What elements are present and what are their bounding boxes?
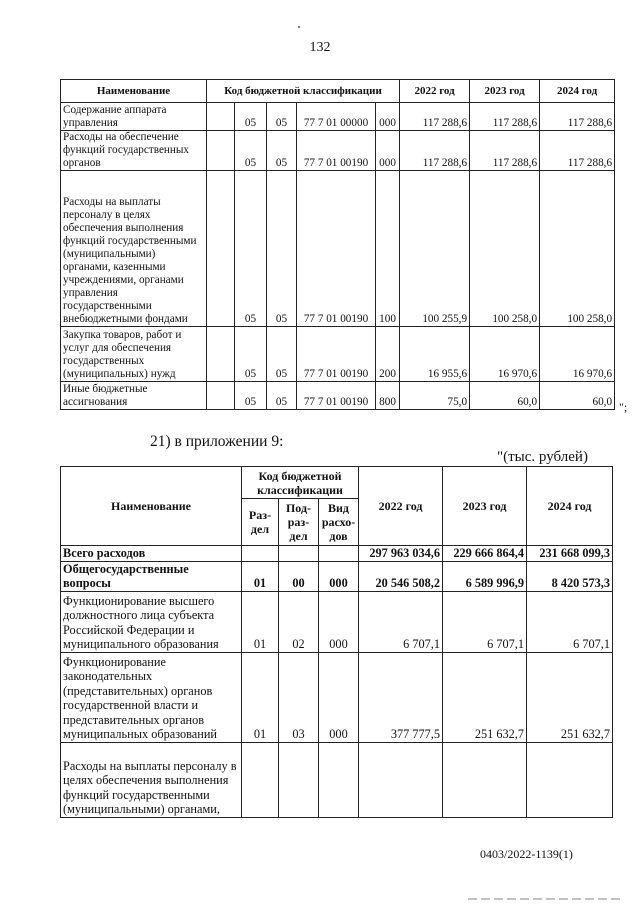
row-name: Функционирование законодательных (представительных) органов государственной власти и представительных органов муниципальных образований bbox=[61, 652, 242, 742]
row-name: Содержание аппарата управления bbox=[61, 103, 207, 131]
cell-razdel: 01 bbox=[242, 561, 279, 591]
cell-podrazdel: 05 bbox=[267, 171, 297, 327]
cell-razdel bbox=[242, 742, 279, 817]
header-vid: Вид расхо-дов bbox=[319, 499, 359, 546]
cell-2023: 100 258,0 bbox=[470, 171, 540, 327]
footer-scan-marks bbox=[468, 898, 620, 900]
cell-podrazdel bbox=[279, 742, 319, 817]
cell-vid bbox=[319, 546, 359, 562]
cell-2024: 251 632,7 bbox=[527, 652, 613, 742]
cell-blank bbox=[207, 103, 235, 131]
cell-2022: 20 546 508,2 bbox=[359, 561, 443, 591]
cell-2023: 6 707,1 bbox=[443, 591, 527, 652]
cell-2022: 297 963 034,6 bbox=[359, 546, 443, 562]
cell-2023 bbox=[443, 742, 527, 817]
cell-podrazdel: 00 bbox=[279, 561, 319, 591]
cell-target: 77 7 01 00190 bbox=[297, 171, 376, 327]
cell-2023: 16 970,6 bbox=[470, 327, 540, 382]
cell-2023: 117 288,6 bbox=[470, 103, 540, 131]
cell-razdel: 05 bbox=[235, 327, 267, 382]
header-year-2022: 2022 год bbox=[359, 467, 443, 546]
cell-2024: 16 970,6 bbox=[540, 327, 615, 382]
cell-podrazdel: 02 bbox=[279, 591, 319, 652]
cell-vid: 000 bbox=[319, 652, 359, 742]
cell-blank bbox=[207, 131, 235, 171]
table-row bbox=[61, 561, 613, 591]
cell-razdel: 05 bbox=[235, 103, 267, 131]
header-year-2022: 2022 год bbox=[400, 80, 470, 103]
cell-target: 77 7 01 00190 bbox=[297, 131, 376, 171]
cell-2022 bbox=[359, 742, 443, 817]
cell-target: 77 7 01 00190 bbox=[297, 327, 376, 382]
closing-quote: "; bbox=[619, 400, 628, 414]
table-row bbox=[61, 171, 615, 327]
table-row bbox=[61, 327, 615, 382]
cell-podrazdel: 05 bbox=[267, 131, 297, 171]
cell-2024: 117 288,6 bbox=[540, 103, 615, 131]
cell-2024: 231 668 099,3 bbox=[527, 546, 613, 562]
cell-2023: 229 666 864,4 bbox=[443, 546, 527, 562]
cell-2022: 100 255,9 bbox=[400, 171, 470, 327]
cell-target: 77 7 01 00190 bbox=[297, 382, 376, 410]
cell-vid: 100 bbox=[376, 171, 400, 327]
cell-blank bbox=[207, 382, 235, 410]
cell-vid: 000 bbox=[319, 561, 359, 591]
cell-2023: 6 589 996,9 bbox=[443, 561, 527, 591]
table-row bbox=[61, 103, 615, 131]
row-name: Расходы на выплаты персоналу в целях обеспечения выполнения функций государственными (муниципальными) органами, bbox=[61, 742, 242, 817]
section-heading: 21) в приложении 9: bbox=[150, 433, 284, 450]
unit-label: "(тыс. рублей) bbox=[497, 449, 588, 465]
cell-2023: 251 632,7 bbox=[443, 652, 527, 742]
cell-2022: 16 955,6 bbox=[400, 327, 470, 382]
budget-table-appendix-9 bbox=[60, 466, 613, 818]
cell-razdel bbox=[242, 546, 279, 562]
header-podrazdel: Под-раз-дел bbox=[279, 499, 319, 546]
cell-2024: 117 288,6 bbox=[540, 131, 615, 171]
header-year-2023: 2023 год bbox=[470, 80, 540, 103]
table-row bbox=[61, 742, 613, 817]
page-number: 132 bbox=[309, 40, 331, 55]
table-row bbox=[61, 591, 613, 652]
header-year-2023: 2023 год bbox=[443, 467, 527, 546]
cell-2023: 117 288,6 bbox=[470, 131, 540, 171]
cell-2024 bbox=[527, 742, 613, 817]
cell-podrazdel bbox=[279, 546, 319, 562]
cell-2024: 60,0 bbox=[540, 382, 615, 410]
row-name: Всего расходов bbox=[61, 546, 242, 562]
cell-vid: 000 bbox=[376, 103, 400, 131]
row-name: Функционирование высшего должностного лица субъекта Российской Федерации и муниципального образования bbox=[61, 591, 242, 652]
header-name: Наименование bbox=[61, 80, 207, 103]
cell-target: 77 7 01 00000 bbox=[297, 103, 376, 131]
cell-2023: 60,0 bbox=[470, 382, 540, 410]
row-name: Иные бюджетные ассигнования bbox=[61, 382, 207, 410]
cell-2022: 117 288,6 bbox=[400, 103, 470, 131]
cell-vid: 000 bbox=[319, 591, 359, 652]
cell-blank bbox=[207, 171, 235, 327]
cell-vid: 200 bbox=[376, 327, 400, 382]
table-row bbox=[61, 382, 615, 410]
header-razdel: Раз-дел bbox=[242, 499, 279, 546]
header-code: Код бюджетной классификации bbox=[207, 80, 400, 103]
row-name: Общегосударственные вопросы bbox=[61, 561, 242, 591]
cell-2024: 100 258,0 bbox=[540, 171, 615, 327]
row-name: Расходы на выплаты персоналу в целях обеспечения выполнения функций государственными (муниципальными) органами, казенными учреждениями, органами управления государственными внебюджетными фондами bbox=[61, 171, 207, 327]
cell-2022: 75,0 bbox=[400, 382, 470, 410]
table-header-row bbox=[61, 467, 613, 499]
cell-razdel: 05 bbox=[235, 382, 267, 410]
cell-podrazdel: 05 bbox=[267, 382, 297, 410]
cell-vid: 800 bbox=[376, 382, 400, 410]
document-number: 0403/2022-1139(1) bbox=[480, 847, 573, 861]
row-name: Закупка товаров, работ и услуг для обеспечения государственных (муниципальных) нужд bbox=[61, 327, 207, 382]
cell-2022: 117 288,6 bbox=[400, 131, 470, 171]
cell-2024: 6 707,1 bbox=[527, 591, 613, 652]
cell-2024: 8 420 573,3 bbox=[527, 561, 613, 591]
table-row bbox=[61, 652, 613, 742]
cell-razdel: 05 bbox=[235, 171, 267, 327]
table-header-row bbox=[61, 80, 615, 103]
cell-podrazdel: 03 bbox=[279, 652, 319, 742]
header-year-2024: 2024 год bbox=[527, 467, 613, 546]
row-name: Расходы на обеспечение функций государственных органов bbox=[61, 131, 207, 171]
table-row bbox=[61, 546, 613, 562]
cell-blank bbox=[207, 327, 235, 382]
header-name: Наименование bbox=[61, 467, 242, 546]
scan-speck bbox=[298, 26, 300, 28]
cell-2022: 6 707,1 bbox=[359, 591, 443, 652]
budget-table-top bbox=[60, 79, 615, 410]
cell-razdel: 01 bbox=[242, 652, 279, 742]
cell-vid: 000 bbox=[376, 131, 400, 171]
header-code: Код бюджетной классификации bbox=[242, 467, 359, 499]
cell-razdel: 01 bbox=[242, 591, 279, 652]
cell-podrazdel: 05 bbox=[267, 103, 297, 131]
cell-podrazdel: 05 bbox=[267, 327, 297, 382]
cell-razdel: 05 bbox=[235, 131, 267, 171]
header-year-2024: 2024 год bbox=[540, 80, 615, 103]
table-row bbox=[61, 131, 615, 171]
cell-2022: 377 777,5 bbox=[359, 652, 443, 742]
cell-vid bbox=[319, 742, 359, 817]
